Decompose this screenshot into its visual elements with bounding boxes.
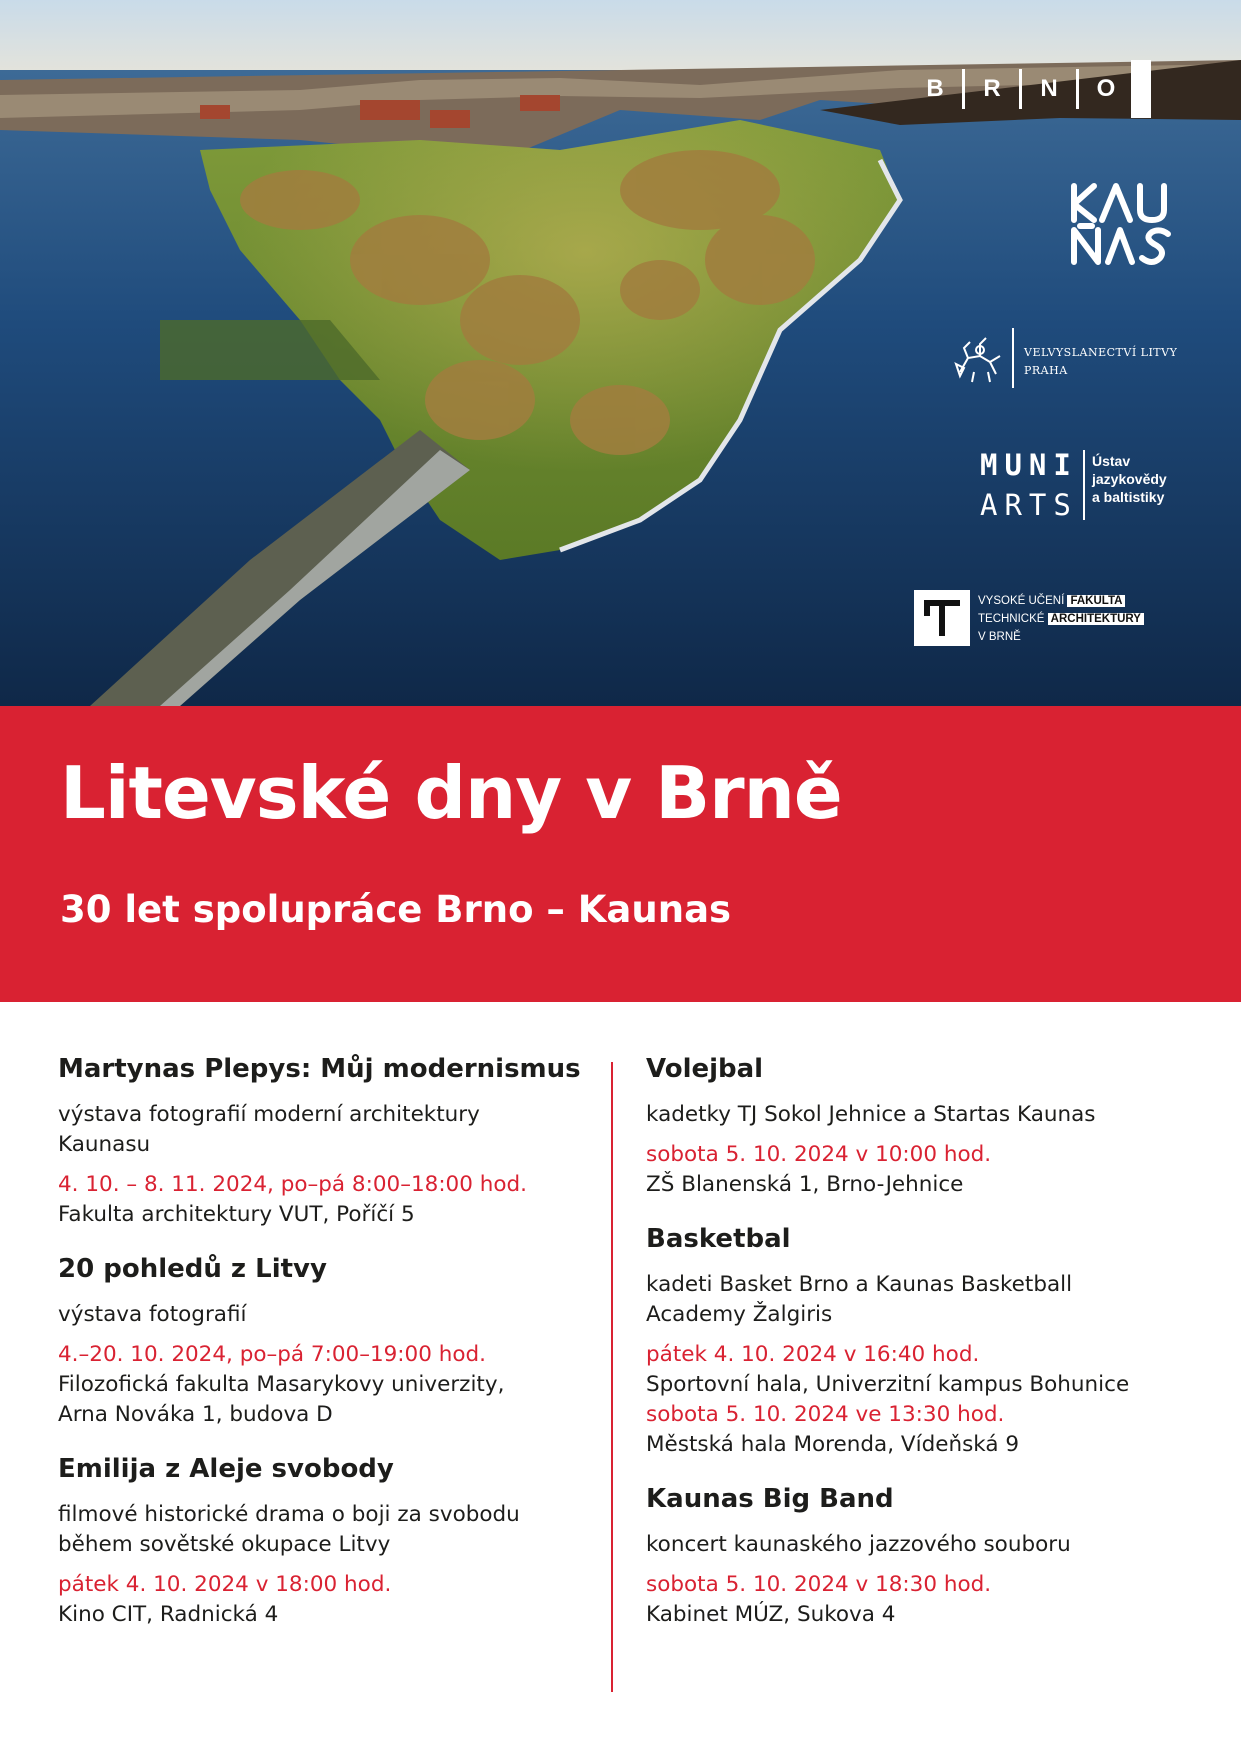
brno-letter: R (983, 75, 1001, 102)
event-venue: Městská hala Morenda, Vídeňská 9 (646, 1432, 1020, 1457)
event-desc: výstava fotografií (58, 1302, 247, 1327)
event-item (646, 1222, 1206, 1460)
logo-divider (1012, 328, 1014, 388)
logo-divider (1076, 69, 1079, 109)
event-desc: Academy Žalgiris (646, 1302, 833, 1327)
event-title: Emilija z Aleje svobody (58, 1454, 394, 1484)
muni-text: MUNI (980, 448, 1078, 482)
event-item (58, 1252, 618, 1430)
vytis-knight-icon (950, 328, 1008, 388)
vut-line: VYSOKÉ UČENÍ (978, 595, 1065, 607)
event-title: 20 pohledů z Litvy (58, 1254, 327, 1284)
vut-line: TECHNICKÉ (978, 613, 1045, 625)
institute-line: a baltistiky (1092, 489, 1165, 505)
vut-t-icon (914, 590, 970, 646)
event-title: Basketbal (646, 1224, 791, 1254)
event-date: 4.–20. 10. 2024, po–pá 7:00–19:00 hod. (58, 1342, 486, 1367)
arts-text: ARTS (980, 488, 1078, 522)
event-item (646, 1052, 1206, 1200)
event-venue: Arna Nováka 1, budova D (58, 1402, 333, 1427)
program-right-column (646, 1052, 1206, 1652)
event-desc: koncert kaunaského jazzového souboru (646, 1532, 1071, 1557)
logo-divider (962, 69, 965, 109)
event-desc: Kaunasu (58, 1132, 151, 1157)
event-desc: filmové historické drama o boji za svobodu (58, 1502, 520, 1527)
brno-letter: O (1096, 75, 1116, 102)
event-title: Martynas Plepys: Můj modernismus (58, 1054, 581, 1084)
vut-name (978, 592, 1144, 646)
embassy-name (1024, 344, 1177, 380)
page-subtitle: 30 let spolupráce Brno – Kaunas (60, 888, 732, 931)
logo-block (1131, 60, 1151, 118)
event-item (646, 1482, 1206, 1630)
event-desc: výstava fotografií moderní architektury (58, 1102, 480, 1127)
vut-line: V BRNĚ (978, 631, 1021, 643)
logo-divider (1019, 69, 1022, 109)
muni-arts-logo (980, 448, 1185, 524)
event-date: 4. 10. – 8. 11. 2024, po–pá 8:00–18:00 hod. (58, 1172, 528, 1197)
vut-tag: ARCHITEKTURY (1048, 613, 1144, 625)
institute-line: Ústav (1092, 453, 1131, 469)
event-desc: kadetky TJ Sokol Jehnice a Startas Kaunas (646, 1102, 1096, 1127)
event-item (58, 1452, 618, 1630)
event-venue: Fakulta architektury VUT, Poříčí 5 (58, 1202, 415, 1227)
hero-photo (0, 0, 1241, 706)
event-title: Kaunas Big Band (646, 1484, 894, 1514)
logo-divider (1083, 450, 1085, 520)
page-title: Litevské dny v Brně (60, 751, 842, 835)
event-desc: během sovětské okupace Litvy (58, 1532, 391, 1557)
kaunas-logo (1068, 180, 1176, 268)
event-date: pátek 4. 10. 2024 v 18:00 hod. (58, 1572, 392, 1597)
event-venue: Kino CIT, Radnická 4 (58, 1602, 279, 1627)
event-date: sobota 5. 10. 2024 v 18:30 hod. (646, 1572, 992, 1597)
institute-line: jazykovědy (1092, 471, 1167, 487)
event-item (58, 1052, 618, 1230)
event-date: pátek 4. 10. 2024 v 16:40 hod. (646, 1342, 980, 1367)
event-desc: kadeti Basket Brno a Kaunas Basketball (646, 1272, 1073, 1297)
event-venue: Filozofická fakulta Masarykovy univerzity, (58, 1372, 505, 1397)
embassy-logo (950, 328, 1180, 388)
title-band (0, 706, 1241, 1002)
embassy-line: PRAHA (1024, 364, 1068, 377)
brno-letter: N (1040, 75, 1058, 102)
event-date: sobota 5. 10. 2024 ve 13:30 hod. (646, 1402, 1005, 1427)
event-title: Volejbal (646, 1054, 764, 1084)
brno-logo (918, 60, 1180, 118)
vut-fa-logo (914, 590, 1180, 646)
embassy-line: VELVYSLANECTVÍ LITVY (1024, 346, 1178, 359)
program-left-column (58, 1052, 618, 1652)
event-venue: Sportovní hala, Univerzitní kampus Bohunice (646, 1372, 1130, 1397)
event-venue: ZŠ Blanenská 1, Brno-Jehnice (646, 1172, 964, 1197)
event-venue: Kabinet MÚZ, Sukova 4 (646, 1602, 896, 1627)
institute-name (1092, 452, 1167, 506)
brno-letter: B (926, 75, 944, 102)
vut-tag: FAKULTA (1067, 595, 1125, 607)
event-date: sobota 5. 10. 2024 v 10:00 hod. (646, 1142, 992, 1167)
